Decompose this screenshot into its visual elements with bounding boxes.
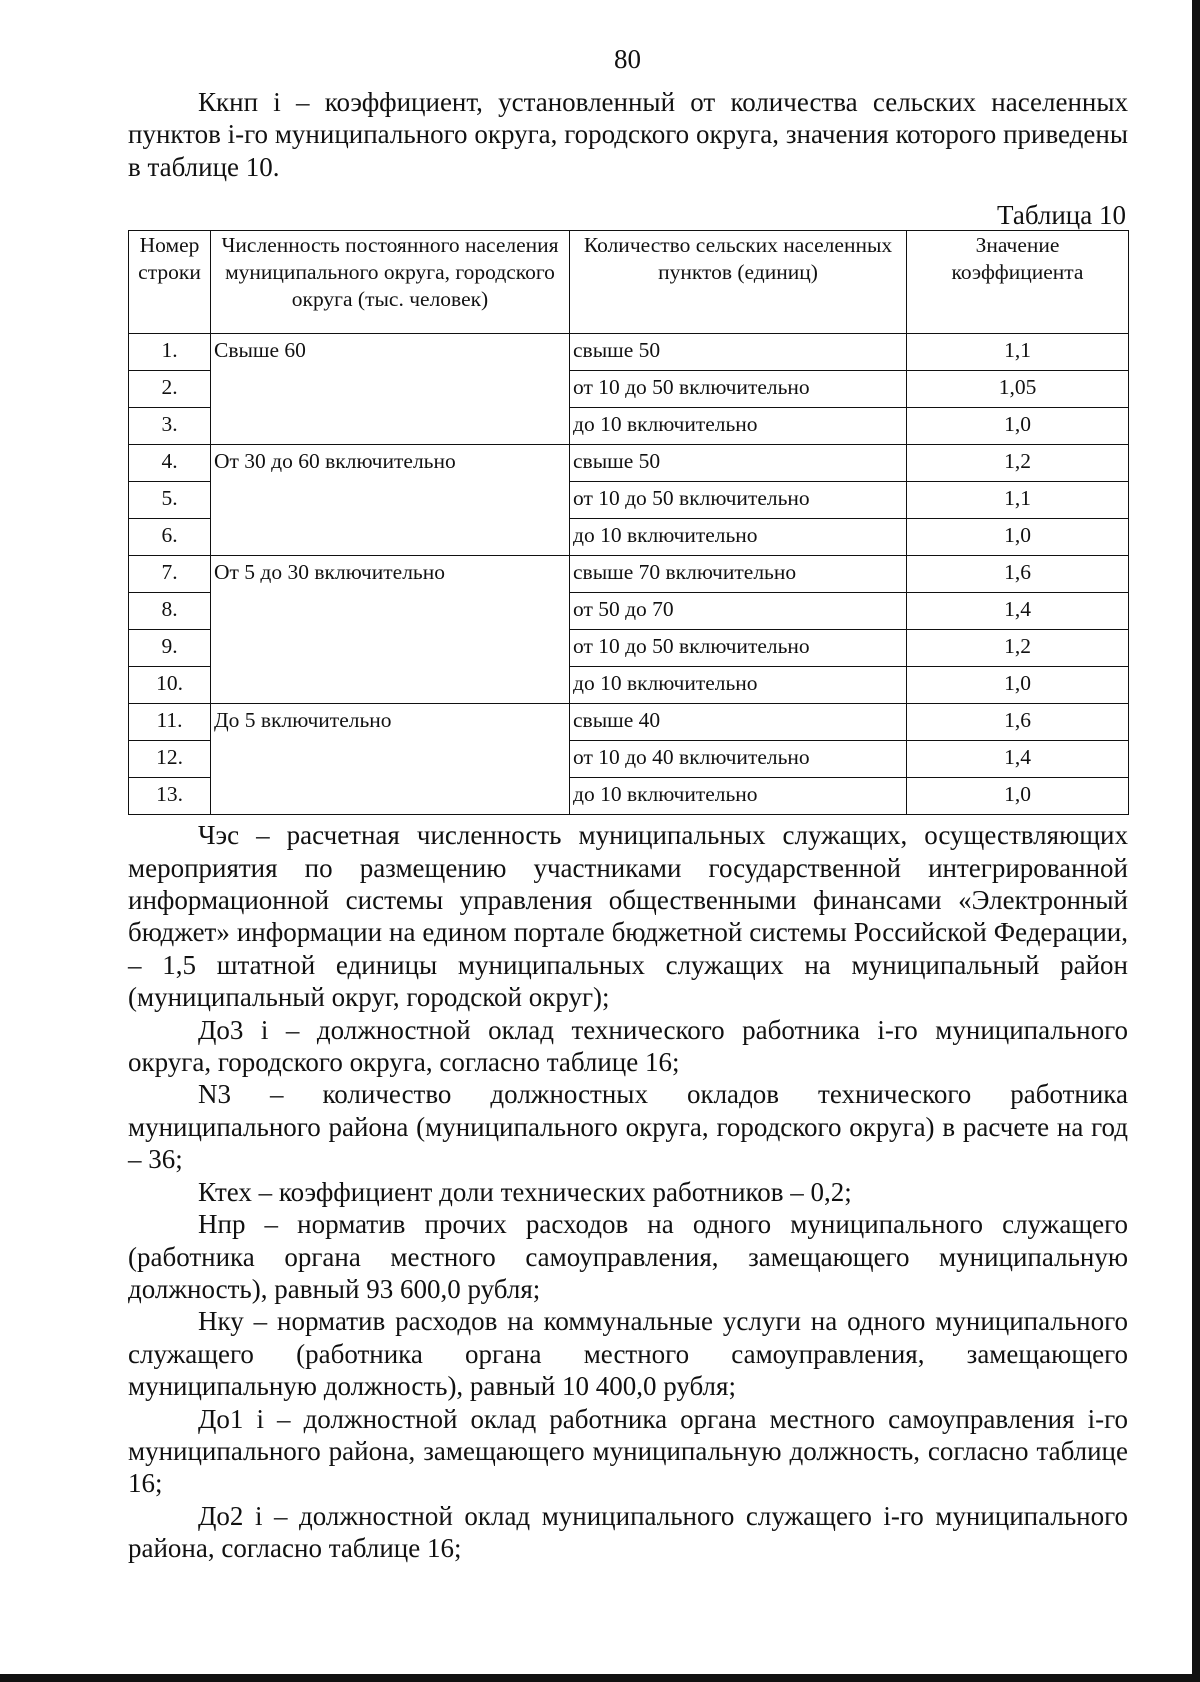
row-number: 5.: [129, 482, 211, 519]
row-number: 6.: [129, 519, 211, 556]
population-group: От 30 до 60 включительно: [211, 445, 570, 556]
settlements-cell: до 10 включительно: [570, 778, 907, 815]
table-header-row: [129, 231, 1129, 334]
settlements-cell: до 10 включительно: [570, 519, 907, 556]
definition-paragraph: До1 i – должностной оклад работника органа местного самоуправления i-го муниципального района, замещающего муниципальную должность, согласно таблице 16;: [128, 1403, 1128, 1499]
coefficient-value: 1,4: [907, 593, 1129, 630]
coefficient-value: 1,05: [907, 371, 1129, 408]
settlements-cell: свыше 50: [570, 445, 907, 482]
coefficient-value: 1,6: [907, 556, 1129, 593]
settlements-cell: до 10 включительно: [570, 667, 907, 704]
coefficient-value: 1,6: [907, 704, 1129, 741]
definition-paragraph: До2 i – должностной оклад муниципального служащего i-го муниципального района, согласно таблице 16;: [128, 1500, 1128, 1564]
population-group: До 5 включительно: [211, 704, 570, 815]
definition-paragraph: Ктех – коэффициент доли технических работников – 0,2;: [198, 1176, 852, 1207]
settlements-cell: до 10 включительно: [570, 408, 907, 445]
coefficient-value: 1,2: [907, 630, 1129, 667]
coefficient-value: 1,1: [907, 482, 1129, 519]
page-number: 80: [614, 44, 641, 74]
table-row: [129, 704, 1129, 741]
row-number: 4.: [129, 445, 211, 482]
row-number: 7.: [129, 556, 211, 593]
row-number: 9.: [129, 630, 211, 667]
table-caption: Таблица 10: [997, 200, 1126, 231]
definition-paragraph: N3 – количество должностных окладов технического работника муниципального района (муниципального округа, городского округа) в расчете на год – 36;: [128, 1079, 1128, 1175]
settlements-cell: свыше 40: [570, 704, 907, 741]
coefficient-value: 1,0: [907, 519, 1129, 556]
row-number: 13.: [129, 778, 211, 815]
header-coefficient: Значение коэффициента: [907, 231, 1129, 334]
row-number: 2.: [129, 371, 211, 408]
coefficient-value: 1,2: [907, 445, 1129, 482]
page-border-right: [1192, 0, 1200, 1682]
table-row: [129, 556, 1129, 593]
definitions: [128, 819, 1128, 1564]
definition-paragraph: Чэс – расчетная численность муниципальных служащих, осуществляющих мероприятия по размещению участниками государственной интегрированной информационной системы управления общественными финансами «Электронный бюджет» информации на едином портале бюджетной системы Российской Федерации, – 1,5 штатной единицы муниципальных служащих на муниципальный район (муниципальный округ, городской округ);: [128, 820, 1128, 1013]
settlements-cell: свыше 50: [570, 334, 907, 371]
header-row-number: Номер строки: [129, 231, 211, 334]
coefficient-value: 1,0: [907, 408, 1129, 445]
population-group: От 5 до 30 включительно: [211, 556, 570, 704]
population-group: Свыше 60: [211, 334, 570, 445]
row-number: 12.: [129, 741, 211, 778]
row-number: 10.: [129, 667, 211, 704]
coefficient-value: 1,1: [907, 334, 1129, 371]
document-body: [128, 86, 1128, 1565]
row-number: 8.: [129, 593, 211, 630]
settlements-cell: от 10 до 50 включительно: [570, 482, 907, 519]
settlements-cell: от 10 до 50 включительно: [570, 630, 907, 667]
header-settlements: Количество сельских населенных пунктов (единиц): [570, 231, 907, 334]
settlements-cell: свыше 70 включительно: [570, 556, 907, 593]
table-row: [129, 445, 1129, 482]
definition-paragraph: До3 i – должностной оклад технического работника i-го муниципального округа, городского округа, согласно таблице 16;: [128, 1014, 1128, 1078]
definition-paragraph: Нку – норматив расходов на коммунальные услуги на одного муниципального служащего (работника органа местного самоуправления, замещающего муниципальную должность), равный 10 400,0 рубля;: [128, 1306, 1128, 1402]
header-population: Численность постоянного населения муниципального округа, городского округа (тыс. человек): [211, 231, 570, 334]
settlements-cell: от 10 до 40 включительно: [570, 741, 907, 778]
coefficient-table: [128, 230, 1129, 815]
settlements-cell: от 50 до 70: [570, 593, 907, 630]
intro-paragraph: Ккнп i – коэффициент, установленный от количества сельских населенных пунктов i-го муниципального округа, городского округа, значения которого приведены в таблице 10.: [128, 87, 1128, 182]
page-border-bottom: [0, 1674, 1200, 1682]
definition-paragraph: Нпр – норматив прочих расходов на одного муниципального служащего (работника органа местного самоуправления, замещающего муниципальную должность), равный 93 600,0 рубля;: [128, 1209, 1128, 1304]
table-row: [129, 334, 1129, 371]
row-number: 11.: [129, 704, 211, 741]
coefficient-value: 1,0: [907, 778, 1129, 815]
row-number: 1.: [129, 334, 211, 371]
coefficient-value: 1,0: [907, 667, 1129, 704]
coefficient-value: 1,4: [907, 741, 1129, 778]
settlements-cell: от 10 до 50 включительно: [570, 371, 907, 408]
row-number: 3.: [129, 408, 211, 445]
